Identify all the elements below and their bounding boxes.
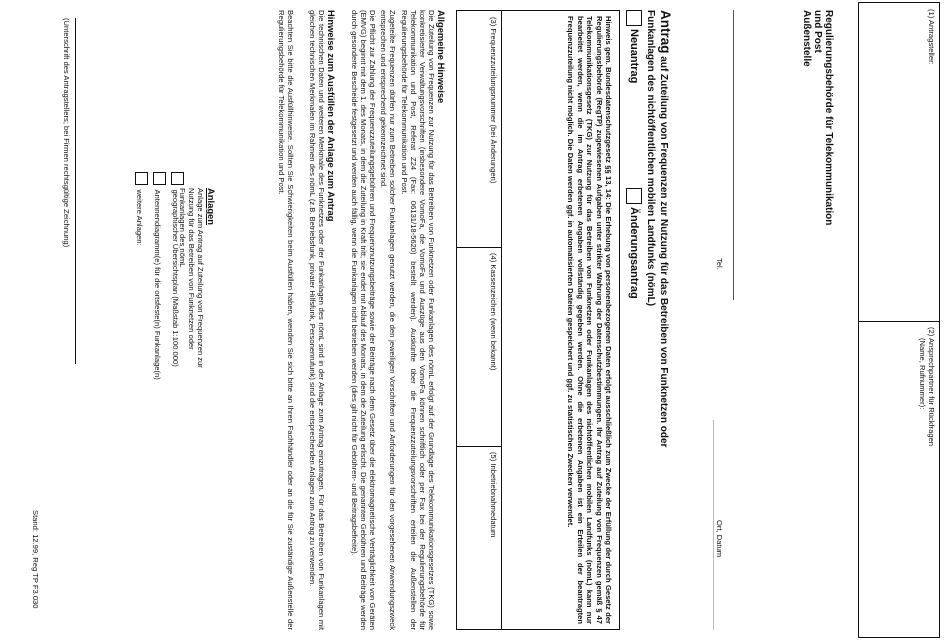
place-date-label: Ort, Datum: [715, 520, 724, 558]
change-label: Änderungsantrag: [628, 207, 641, 299]
authority-line2: und Post: [812, 10, 823, 53]
form-title-line1: [657, 10, 672, 630]
tel-label: Tel.: [715, 258, 724, 270]
signature-label: (Unterschrift des Antragstellers; bei Firmen rechtsgültige Zeichnung): [62, 18, 71, 248]
field-frequency-number-input[interactable]: [459, 13, 487, 245]
title-word: Antrag: [658, 10, 673, 54]
new-checkbox[interactable]: [626, 10, 642, 26]
change-checkbox[interactable]: [626, 188, 642, 204]
field-frequency-number-label: (3) Frequenzzuteilungsnummer (bei Änderungen): [489, 17, 498, 184]
general-notes-p1: Die Zuteilung von Frequenzen zur Nutzung für das Betreiben von Funknetzen oder Funkanlagen des nömL erfolgt auf der Grundlage des Telekommunikationsgesetzes (TKG) sowie konkretisierter Verwaltungsvorschriften (insbesondere VomoFa, die VomoFa und Auszüge aus den VomoFa können schriftlich oder per Fax bei der Regulierungsbehörde für Telekommunikation und Post, Referat Z24 (Fax: 06131/18-5620) bestellt werden). Auskünfte über die Frequenzzuteilungsvorschriften erteilen die Außenstellen der Regulierungsbehörde für Telekommunikation und Post.: [400, 10, 436, 630]
general-notes-p2: Zugeteilte Frequenzen dürfen nur zum Betreiben solcher Funkanlagen genutzt werden, die den jeweiligen Vorschriften und Anforderungen für den vorgesehenen Anwendungszweck entsprechen und entsprechend gekennzeichnet sind.: [379, 10, 397, 630]
contact-sublabel: (Name, Rufnummer):: [918, 338, 927, 410]
address-line: [733, 10, 734, 300]
attachment-item-1: Anlage zum Antrag auf Zuteilung von Frequenzen zur Nutzung für das Betreiben von Funknetzen oder Funkanlagen des nömL: [178, 188, 205, 368]
applicant-label: (1) Antragsteller:: [927, 9, 936, 65]
authority-line3: Außenstelle: [801, 10, 812, 67]
general-notes-heading: Allgemeine Hinweise: [436, 10, 447, 104]
field-divider-2: [457, 446, 502, 447]
title-rest: auf Zuteilung von Frequenzen zur Nutzung für das Betreiben von Funknetzen oder: [658, 53, 669, 448]
field-start-date-label: (5) Inbetriebnahmedatum: [489, 452, 498, 538]
attachment-row-3[interactable]: [150, 172, 168, 472]
attachment-antenna-checkbox[interactable]: [153, 172, 166, 185]
authority-line1: Regulierungsbehörde für Telekommunikation: [823, 10, 834, 226]
attachment-antenna-label: Antennendiagramm(e) für die ortsfeste(n) Funkanlage(n): [153, 189, 162, 380]
general-notes-p3: Die Pflicht zur Zahlung der Frequenzzuteilungsgebühren und Frequenznutzungsbeiträge sowie der Beiträge nach dem Gesetz über die elektromagnetische Verträglichkeit von Geräten (EMVG) beginnt mit dem 1. des Monats, in dem die Zuteilung in Kraft tritt; sie endet mit Ablauf des Monats, in dem die Zuteilung erlischt. Die genannten Gebühren und Beiträge werden durch gesonderte Bescheide festgesetzt und werden auch fällig, wenn die Funkanlagen nicht betrieben werden (dies gilt nicht für Gebühren- und Beitragsbefreite).: [350, 10, 377, 630]
notice-box: [456, 10, 620, 630]
attachment-map-checkbox[interactable]: [171, 172, 184, 185]
option-change[interactable]: [626, 188, 642, 299]
field-start-date-input[interactable]: [459, 448, 487, 627]
attachment-other-checkbox[interactable]: [135, 172, 148, 185]
attachment-map-label: geographischer Übersichtsplan (Maßstab 1:100.000): [171, 189, 180, 367]
attachment-row-2[interactable]: [168, 172, 186, 472]
applicant-box[interactable]: [858, 2, 940, 638]
field-cash-ref-label: (4) Kassenzeichen (wenn bekannt): [489, 253, 498, 371]
option-new[interactable]: [626, 10, 642, 83]
field-divider-1: [457, 247, 502, 248]
authority-address: [801, 10, 834, 225]
signature-line[interactable]: [75, 18, 76, 364]
filling-notes-heading: Hinweise zum Ausfüllen der Anlage zum Antrag: [326, 10, 337, 222]
filling-notes-p2: Beachten Sie bitte die Ausfüllhinweise. Sollten Sie Schwierigkeiten beim Ausfüllen haben, wenden Sie sich bitte an Ihren Fachhändler oder an die für Sie zuständige Außenstelle der Regulierungsbehörde für Telekommunikation und Post.: [277, 10, 295, 630]
place-date-line: [713, 420, 714, 630]
contact-label: (2) Ansprechpartner für Rückfragen: [927, 327, 936, 447]
privacy-notice: Hinweis gem. Bundesdatenschutzgesetz §§ 13, 14: Die Erhebung von personenbezogenen Daten erfolgt ausschließlich zum Zwecke der Erfüllung der durch Gesetz der Regulierungsbehörde (RegTP) zugewiesenen Aufgaben unter strikter Wahrung der Datenschutzbestimmungen. Ihr Antrag auf Zuteilung von Frequenzen gemäß § 47 Telekommunikationsgesetz (TKG) zur Nutzung für das Betreiben von Funknetzen oder Funkanlagen des nichtöffentlichen mobilen Landfunks (nömL) kann nur bearbeitet werden, wenn die im Antrag erbetenen Angaben vollständig gegeben werden. Ohne die erbetenen Angaben ist ein Erteilen der beantragten Frequenzzuteilung nicht möglich. Die Daten werden ggf. in automatisierten Dateien gespeichert und ggf. zu statistischen Zwecken verwendet.: [566, 16, 613, 624]
filling-notes-p1: Die technischen Daten und weiteren Merkmale des Funknetzes oder der Funkanlagen des nömL sind in der Anlage zum Antrag einzutragen. Für das Betreiben von Funkanlagen mit gleichen technischen Merkmalen im Rahmen des nömL (z.B. Betriebsfunk, privater Hilfsfunk, Personenrufunk) sind die entsprechenden Anlagen zum Antrag zu verwenden.: [308, 10, 326, 630]
fields-divider: [501, 11, 502, 629]
attachment-other-label: weitere Anlagen:: [135, 189, 144, 246]
form-title-line2: Funkanlagen des nichtöffentlichen mobilen Landfunks (nömL): [645, 10, 656, 307]
footer-version: Stand: 12.99, Reg TP F3.030: [31, 510, 40, 609]
new-label: Neuantrag: [628, 29, 641, 84]
attachments-heading: Anlagen: [206, 188, 217, 225]
form-title: [644, 10, 672, 630]
field-cash-ref-input[interactable]: [459, 249, 487, 444]
attachment-row-4[interactable]: [132, 172, 150, 472]
